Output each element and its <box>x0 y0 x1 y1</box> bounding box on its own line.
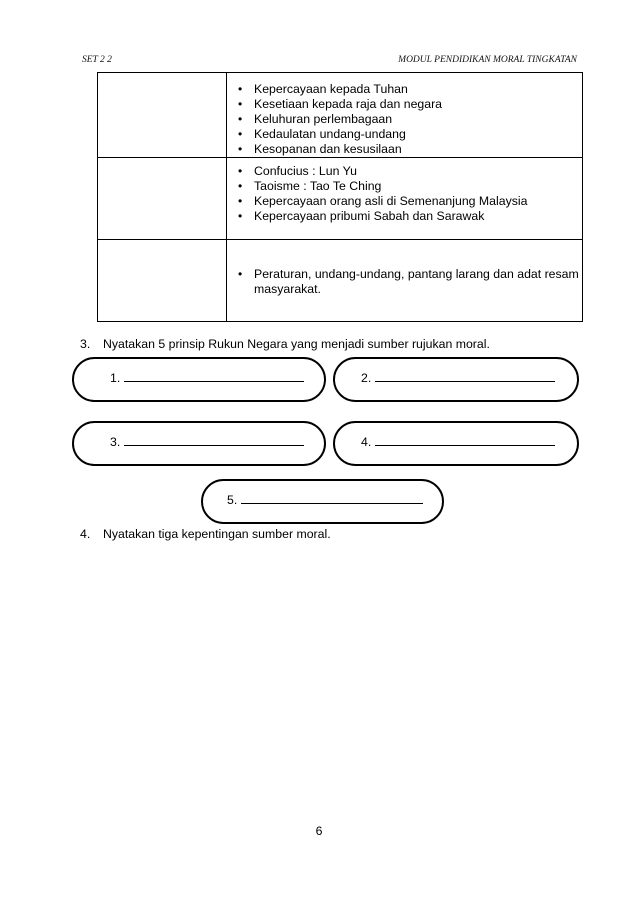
table-cell-details <box>227 240 583 322</box>
answer-line[interactable] <box>375 371 555 382</box>
bullet-list <box>236 73 582 157</box>
answer-number: 3. <box>110 435 121 449</box>
header-set-label: SET 2 2 <box>82 55 112 65</box>
bullet-list <box>236 240 582 297</box>
answer-box-5[interactable] <box>201 479 444 524</box>
table-row <box>98 240 583 322</box>
list-item: • Kesetiaan kepada raja dan negara <box>236 97 582 112</box>
page-number: 6 <box>315 824 323 838</box>
list-item: • Kepercayaan orang asli di Semenanjung Malaysia <box>236 194 582 209</box>
answer-number: 1. <box>110 371 121 385</box>
answer-number: 5. <box>227 493 238 507</box>
table-cell-source <box>98 158 227 240</box>
question-text: Nyatakan tiga kepentingan sumber moral. <box>103 527 331 541</box>
answer-number: 2. <box>361 371 372 385</box>
question-4 <box>80 527 331 542</box>
answer-box-3[interactable] <box>72 421 326 466</box>
table-row <box>98 158 583 240</box>
table-cell-source <box>98 73 227 158</box>
answer-line[interactable] <box>124 371 304 382</box>
bullet-list <box>236 158 582 224</box>
list-item: • Keluhuran perlembagaan <box>236 112 582 127</box>
list-item: • Kepercayaan pribumi Sabah dan Sarawak <box>236 209 582 224</box>
list-item: • Kepercayaan kepada Tuhan <box>236 82 582 97</box>
list-item: • Confucius : Lun Yu <box>236 164 582 179</box>
list-item: • Peraturan, undang-undang, pantang larang dan adat resam masyarakat. <box>236 267 582 297</box>
list-item: • Kesopanan dan kesusilaan <box>236 142 582 157</box>
question-3 <box>80 337 490 352</box>
question-number: 3. <box>80 337 91 351</box>
answer-line[interactable] <box>241 493 423 504</box>
question-text: Nyatakan 5 prinsip Rukun Negara yang menjadi sumber rujukan moral. <box>103 337 490 351</box>
table-cell-details <box>227 73 583 158</box>
answer-line[interactable] <box>375 435 555 446</box>
answer-line[interactable] <box>124 435 304 446</box>
table-cell-source <box>98 240 227 322</box>
moral-sources-table <box>97 72 583 322</box>
question-number: 4. <box>80 527 91 541</box>
header-module-title: MODUL PENDIDIKAN MORAL TINGKATAN <box>398 55 577 65</box>
answer-box-4[interactable] <box>333 421 579 466</box>
table-cell-details <box>227 158 583 240</box>
table-row <box>98 73 583 158</box>
answer-box-1[interactable] <box>72 357 326 402</box>
answer-box-2[interactable] <box>333 357 579 402</box>
list-item: • Kedaulatan undang-undang <box>236 127 582 142</box>
answer-number: 4. <box>361 435 372 449</box>
list-item: • Taoisme : Tao Te Ching <box>236 179 582 194</box>
